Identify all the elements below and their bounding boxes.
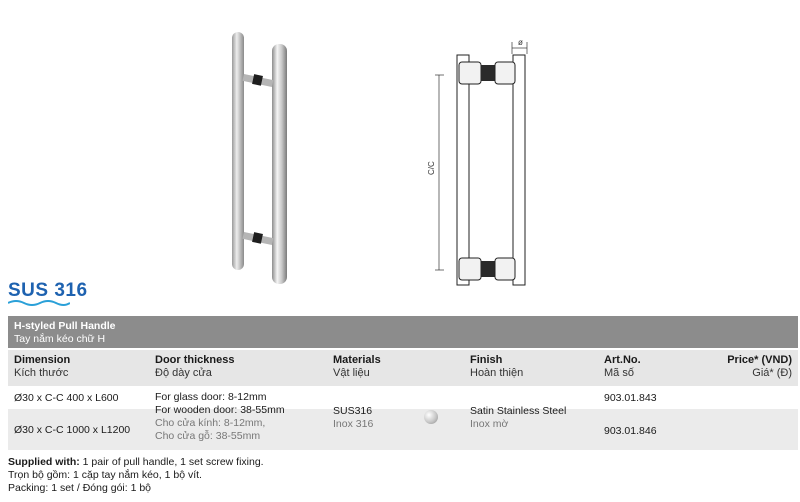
sus316-logo: SUS 316 [8, 280, 88, 301]
row2-artno: 903.01.846 [604, 425, 657, 437]
finish-cell [470, 405, 566, 431]
header-thickness-vn: Độ dày cửa [155, 367, 212, 379]
header-thickness [155, 350, 234, 379]
supplied-label: Supplied with: [8, 456, 80, 468]
header-price-en: Price* (VND) [727, 354, 792, 366]
header-dimension-en: Dimension [14, 354, 71, 366]
supplied-text: 1 pair of pull handle, 1 set screw fixing. [79, 456, 264, 468]
header-dimension-vn: Kích thước [14, 367, 69, 379]
technical-drawing [400, 30, 550, 290]
row1-dimension: Ø30 x C-C 400 x L600 [14, 392, 119, 404]
thickness-wood-vn: Cho cửa gỗ: 38-55mm [155, 430, 261, 442]
row2-dimension: Ø30 x C-C 1000 x L1200 [14, 424, 131, 436]
title-en: H-styled Pull Handle [14, 320, 116, 332]
header-artno-vn: Mã số [604, 367, 634, 379]
header-finish-vn: Hoàn thiện [470, 367, 524, 379]
header-finish [470, 350, 523, 379]
table-row [8, 409, 798, 450]
row1-artno: 903.01.843 [604, 392, 657, 404]
diameter-label: ø [518, 38, 523, 47]
table-header [8, 350, 798, 386]
header-materials [333, 350, 381, 379]
header-thickness-en: Door thickness [155, 354, 235, 366]
supplied-line [8, 456, 264, 469]
cc-label: C/C [427, 161, 436, 175]
thickness-glass-en: For glass door: 8-12mm [155, 391, 267, 403]
header-price-vn: Giá* (Đ) [752, 367, 792, 379]
packing-line: Packing: 1 set / Đóng gói: 1 bộ [8, 482, 152, 494]
finish-vn: Inox mờ [470, 418, 509, 430]
header-artno [604, 350, 641, 379]
door-thickness-cell [155, 391, 285, 443]
header-artno-en: Art.No. [604, 354, 641, 366]
finish-swatch-icon [424, 410, 438, 424]
finish-en: Satin Stainless Steel [470, 405, 567, 417]
product-photo [210, 30, 320, 285]
material-en: SUS316 [333, 405, 373, 417]
header-materials-vn: Vật liệu [333, 367, 370, 379]
header-dimension [14, 350, 70, 379]
header-materials-en: Materials [333, 354, 381, 366]
thickness-wood-en: For wooden door: 38-55mm [155, 404, 285, 416]
materials-cell [333, 405, 373, 431]
footer-notes [8, 456, 264, 495]
header-finish-en: Finish [470, 354, 503, 366]
tron-bo-line: Trọn bộ gồm: 1 cặp tay nắm kéo, 1 bộ vít. [8, 469, 202, 481]
header-price [727, 350, 792, 379]
logo-wave-icon [8, 299, 70, 307]
table-row [8, 387, 798, 409]
product-title-bar [8, 316, 798, 348]
material-vn: Inox 316 [333, 418, 374, 430]
title-vn: Tay nắm kéo chữ H [14, 333, 106, 345]
thickness-glass-vn: Cho cửa kính: 8-12mm, [155, 417, 266, 429]
